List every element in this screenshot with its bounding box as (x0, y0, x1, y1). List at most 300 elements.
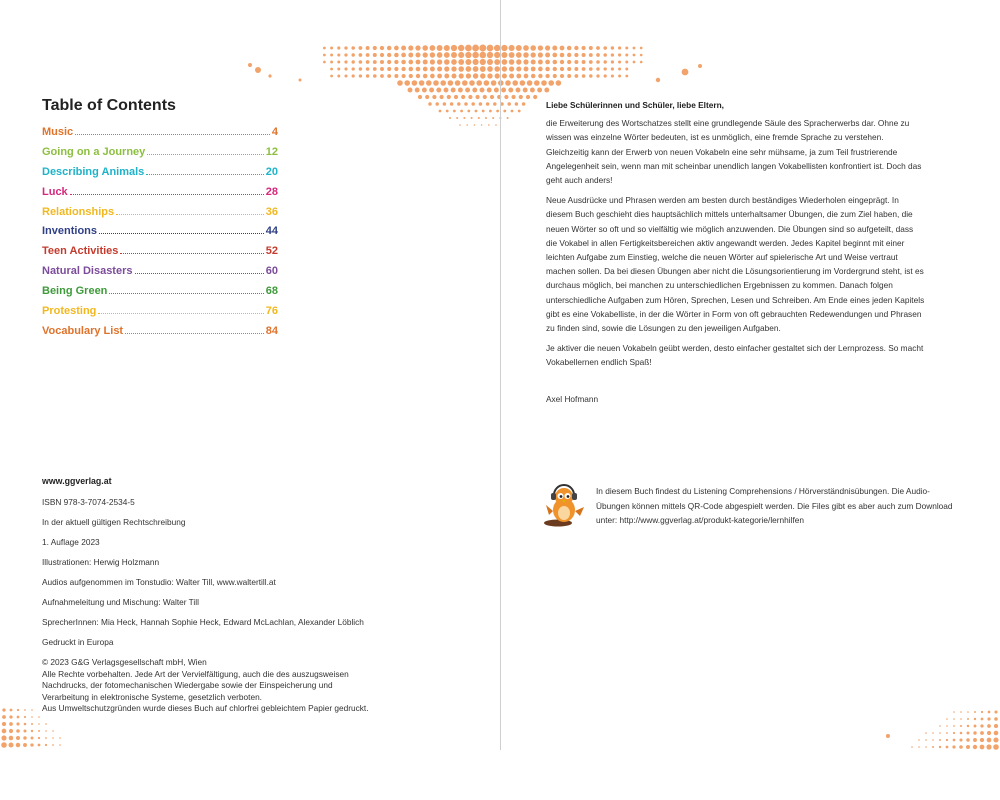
decor-dot (959, 738, 962, 741)
decor-dot (418, 95, 422, 99)
decor-dot (16, 736, 20, 740)
decor-dot (359, 74, 362, 77)
decor-dot (366, 53, 370, 57)
decor-dot (255, 67, 261, 73)
decor-dot (486, 102, 490, 106)
decor-dot (582, 67, 586, 71)
toc-entry-label: Vocabulary List (42, 324, 124, 337)
decor-dot (596, 74, 599, 77)
decor-dot (480, 52, 487, 59)
decor-dot (473, 73, 478, 78)
decor-dot (446, 110, 449, 113)
copyright-block (42, 657, 422, 715)
toc-entry-page: 4 (271, 126, 278, 138)
decor-dot (596, 60, 600, 64)
decor-dot (401, 46, 406, 51)
decor-dot (472, 52, 479, 59)
toc-entry[interactable] (42, 285, 278, 305)
decor-dot (509, 52, 515, 58)
decor-dot (611, 53, 614, 56)
decor-dot (946, 739, 948, 741)
decor-dot (344, 67, 347, 70)
decor-dot (973, 731, 976, 734)
decor-dot (323, 54, 326, 57)
imprint-line: Aufnahmeleitung und Mischung: Walter Till (42, 597, 199, 607)
decor-dot (351, 53, 354, 56)
decor-dot (45, 737, 47, 739)
decor-dot (451, 52, 457, 58)
toc-entry-label: Being Green (42, 285, 108, 298)
decor-dot (468, 95, 472, 99)
decor-dot (974, 711, 976, 713)
decor-dot (2, 715, 6, 719)
decor-dot (408, 45, 413, 50)
toc-leader-dots (120, 253, 263, 254)
toc-leader-dots (146, 174, 263, 175)
letter-paragraph: die Erweiterung des Wortschatzes stellt eine grundlegende Säule des Spracherwerbs dar. Ohne zu wissen was einzelne Wörter bedeuten, ist es unmöglich, eine fremde Sprache zu verstehen. Gleichzeitig kann der Erwerb von neuen Vokabeln eine sehr mühsame, ja zum Teil frustrierende Angelegenheit sein, wenn man mit scheinbar unendlich langen Vokabellisten konfrontiert ist. Doch das geht auch anders! (546, 118, 922, 186)
toc-entry[interactable] (42, 265, 278, 285)
decor-dot (423, 67, 428, 72)
decor-dot (918, 746, 920, 748)
decor-dot (480, 66, 486, 72)
decor-dot (611, 74, 614, 77)
toc-leader-dots (116, 214, 264, 215)
decor-dot (596, 67, 599, 70)
decor-dot (618, 75, 621, 78)
decor-dot (394, 67, 398, 71)
decor-dot (946, 725, 948, 727)
decor-dot (953, 718, 955, 720)
decor-dot (2, 722, 6, 726)
decor-dot (509, 66, 514, 71)
decor-dot (545, 74, 549, 78)
decor-dot (488, 124, 490, 126)
decor-dot (502, 73, 507, 78)
toc-leader-dots (70, 194, 264, 195)
decor-dot (23, 729, 26, 732)
decor-dot (618, 46, 621, 49)
imprint-line: In der aktuell gültigen Rechtschreibung (42, 517, 186, 527)
decor-dot (440, 80, 446, 86)
toc-entry[interactable] (42, 225, 278, 245)
toc-entry[interactable] (42, 186, 278, 206)
toc-leader-dots (109, 293, 263, 294)
toc-entry-page: 36 (265, 205, 278, 218)
decor-dot (589, 74, 592, 77)
decor-dot (466, 73, 471, 78)
decor-dot (993, 737, 998, 742)
decor-dot (444, 59, 450, 65)
decor-dot (9, 736, 14, 741)
toc-entry-page: 68 (265, 285, 278, 298)
toc-entry-label: Going on a Journey (42, 145, 146, 158)
decor-dot (553, 67, 557, 71)
decor-dot (440, 95, 444, 99)
decor-dot (366, 74, 369, 77)
letter-paragraph: Neue Ausdrücke und Phrasen werden am besten durch beständiges Wiederholen eingeprägt. In diesem Buch geschieht dies hauptsächlich mittels unterhaltsamer Übungen, die zum Ziel haben, die neuen Wörter so oft und so vielfältig wie möglich anzuwenden. Die Übungen sind so aufgeteilt, dass die Vokabel in allen Fertigkeitsbereichen aktiv angewandt werden. Jedes Kapitel beginnt mit einer leichten Aufgabe zum Einstieg, welche die neuen Wörter auf spielerische Art und Weise vertraut machen sollen. Da bei diesen Übungen aber nicht die Lösungsorientierung im Vordergrund steht, ist es durchaus möglich, bei manchen zu unterschiedlichen Ergebnissen zu kommen. Danach folgen unterschiedliche Aufgaben zum Hören, Sprechen, Lesen und Schreiben. Am Ende eines jeden Kapitels gibt es eine Vokabelliste, in der die Wörter in Form von oft gebrauchten Redewendungen und Phrasen zu finden sind, sowie die Lösungen zu den jeweiligen Aufgaben. (546, 195, 925, 334)
audio-note: In diesem Buch findest du Listening Comprehensions / Hörverständnisübungen. Die Audio-Übungen können mittels QR-Code abgespielt werden. Die Files gibt es aber auch zum Download unter: http://www.ggverlag.at/produkt-kategorie/lernhilfen (596, 486, 953, 525)
toc-entry-page: 52 (265, 245, 278, 258)
decor-dot (409, 67, 413, 71)
decor-dot (625, 68, 628, 71)
decor-dot (960, 732, 963, 735)
decor-dot (633, 47, 636, 50)
decor-dot (523, 88, 528, 93)
decor-dot (330, 75, 333, 78)
decor-dot (330, 68, 333, 71)
toc-entry-page: 28 (265, 185, 278, 198)
decor-dot (582, 60, 586, 64)
decor-dot (38, 723, 40, 725)
decor-dot (545, 53, 550, 58)
decor-dot (479, 102, 483, 106)
decor-dot (574, 53, 578, 57)
decor-dot (515, 102, 519, 106)
decor-dot (534, 80, 540, 86)
decor-dot (522, 102, 526, 106)
decor-dot (373, 60, 377, 64)
decor-dot (994, 717, 998, 721)
decor-dot (496, 110, 499, 113)
decor-dot (582, 53, 586, 57)
decor-dot (31, 723, 33, 725)
decor-dot (987, 724, 991, 728)
decor-dot (52, 737, 54, 739)
decor-dot (430, 52, 435, 57)
decor-dot (423, 52, 428, 57)
decor-dot (603, 53, 607, 57)
decor-dot (458, 66, 464, 72)
decor-dot (451, 59, 457, 65)
decor-dot (475, 110, 478, 113)
toc-entry[interactable] (42, 126, 278, 146)
decor-dot (502, 66, 507, 71)
decor-dot (633, 54, 636, 57)
toc-entry[interactable] (42, 206, 278, 226)
decor-dot (453, 110, 456, 113)
decor-dot (939, 739, 941, 741)
decor-dot (24, 716, 26, 718)
decor-dot (980, 745, 985, 750)
decor-dot (596, 46, 600, 50)
decor-dot (574, 60, 578, 64)
decor-dot (487, 88, 492, 93)
toc-entry-page: 12 (265, 145, 278, 158)
decor-dot (582, 46, 586, 50)
decor-dot (9, 715, 12, 718)
decor-dot (387, 74, 391, 78)
decor-dot (553, 74, 557, 78)
decor-dot (507, 117, 509, 119)
decor-dot (966, 738, 969, 741)
decor-dot (330, 54, 333, 57)
decor-dot (574, 67, 578, 71)
decor-dot (589, 53, 593, 57)
decor-dot (501, 88, 506, 93)
decor-dot (545, 60, 550, 65)
decor-dot (973, 738, 977, 742)
imprint-line: Gedruckt in Europa (42, 637, 114, 647)
decor-dot (932, 746, 934, 748)
decor-dot (401, 67, 405, 71)
decor-dot (633, 61, 636, 64)
decor-dot (473, 66, 479, 72)
decor-dot (946, 718, 948, 720)
decor-dot (505, 80, 511, 86)
decor-dot (299, 79, 302, 82)
decor-dot (38, 737, 40, 739)
decor-dot (387, 46, 392, 51)
decor-dot (467, 110, 470, 113)
toc-entry-page: 84 (265, 324, 278, 337)
decor-dot (531, 74, 536, 79)
decor-dot (330, 47, 333, 50)
decor-dot (509, 45, 515, 51)
toc-entry-page: 44 (265, 225, 278, 238)
decor-dot (481, 124, 483, 126)
decor-dot (436, 88, 441, 93)
decor-dot (698, 64, 702, 68)
toc-entry[interactable] (42, 245, 278, 265)
decor-dot (380, 74, 384, 78)
decor-dot (444, 88, 449, 93)
toc-leader-dots (135, 273, 264, 274)
decor-dot (487, 59, 493, 65)
decor-dot (625, 61, 628, 64)
decor-dot (526, 95, 530, 99)
decor-dot (461, 95, 465, 99)
imprint-line: SprecherInnen: Mia Heck, Hannah Sophie Heck, Edward McLachlan, Alexander Löblich (42, 617, 364, 627)
decor-dot (538, 60, 543, 65)
decor-dot (495, 124, 497, 126)
decor-dot (344, 46, 347, 49)
decor-dot (560, 74, 564, 78)
decor-dot (967, 725, 969, 727)
decor-dot (465, 45, 472, 52)
decor-dot (38, 744, 41, 747)
decor-dot (460, 110, 463, 113)
decor-dot (974, 718, 976, 720)
decor-dot (458, 59, 464, 65)
decor-dot (471, 117, 473, 119)
decor-dot (394, 60, 398, 64)
decor-dot (952, 745, 955, 748)
decor-dot (416, 67, 421, 72)
decor-dot (454, 95, 458, 99)
decor-dot (448, 80, 454, 86)
decor-dot (359, 46, 363, 50)
toc-entry-label: Describing Animals (42, 165, 145, 178)
decor-dot (24, 709, 26, 711)
toc-leader-dots (147, 154, 263, 155)
decor-dot (485, 117, 487, 119)
decor-dot (523, 52, 528, 57)
decor-dot (476, 80, 482, 86)
decor-dot (451, 66, 456, 71)
decor-dot (544, 88, 549, 93)
decor-dot (552, 46, 557, 51)
decor-dot (509, 59, 515, 65)
decor-dot (567, 74, 571, 78)
decor-dot (422, 45, 428, 51)
copyright-line: Nachdrucks, der fotomechanischen Wiedergabe sowie der Einspeicherung und (42, 680, 333, 691)
toc-entry-page: 20 (265, 165, 278, 178)
decor-dot (932, 732, 934, 734)
decor-dot (582, 74, 586, 78)
decor-dot (451, 73, 456, 78)
decor-dot (538, 52, 543, 57)
decor-dot (981, 718, 984, 721)
decor-dot (980, 738, 984, 742)
decor-dot (443, 102, 447, 106)
decor-dot (925, 746, 927, 748)
decor-dot (366, 67, 370, 71)
decor-dot (538, 74, 542, 78)
decor-dot (472, 45, 479, 52)
decor-dot (625, 54, 628, 57)
decor-dot (402, 74, 406, 78)
decor-dot (560, 60, 564, 64)
decor-dot (394, 53, 399, 58)
decor-dot (409, 74, 413, 78)
decor-dot (538, 45, 543, 50)
decor-dot (423, 59, 428, 64)
decor-dot (511, 110, 514, 113)
decor-dot (589, 60, 593, 64)
decor-dot (428, 102, 432, 106)
decor-dot (2, 729, 7, 734)
decor-dot (512, 80, 518, 86)
decor-dot (480, 88, 485, 93)
decor-dot (458, 45, 464, 51)
decor-dot (548, 80, 554, 86)
bottom-right-dot-pattern (880, 700, 1000, 755)
decor-dot (596, 53, 600, 57)
decor-dot (925, 732, 927, 734)
decor-dot (479, 45, 486, 52)
decor-dot (337, 46, 340, 49)
decor-dot (423, 74, 428, 79)
toc-entry-label: Natural Disasters (42, 265, 133, 278)
decor-dot (426, 80, 432, 86)
decor-dot (960, 711, 962, 713)
decor-dot (487, 45, 494, 52)
decor-dot (451, 45, 457, 51)
decor-dot (618, 60, 621, 63)
decor-dot (8, 742, 13, 747)
decor-dot (359, 60, 363, 64)
foreword-letter (546, 98, 926, 406)
decor-dot (435, 102, 439, 106)
decor-dot (603, 60, 606, 63)
decor-dot (337, 75, 340, 78)
decor-dot (352, 67, 355, 70)
toc-leader-dots (75, 134, 270, 135)
decor-dot (946, 746, 949, 749)
decor-dot (939, 732, 941, 734)
decor-dot (501, 45, 507, 51)
owl-headphones-icon (540, 483, 590, 529)
decor-dot (537, 88, 542, 93)
decor-dot (401, 60, 406, 65)
decor-dot (415, 52, 420, 57)
decor-dot (553, 60, 558, 65)
decor-dot (476, 95, 480, 99)
decor-dot (939, 725, 941, 727)
decor-dot (458, 88, 463, 93)
decor-dot (394, 74, 398, 78)
decor-dot (387, 67, 391, 71)
toc-leader-dots (99, 233, 264, 234)
decor-dot (337, 53, 340, 56)
decor-dot (465, 59, 471, 65)
decor-dot (523, 45, 529, 51)
decor-dot (530, 88, 535, 93)
decor-dot (953, 739, 956, 742)
decor-dot (493, 102, 497, 106)
decor-dot (401, 53, 406, 58)
decor-dot (59, 737, 61, 739)
decor-dot (437, 45, 443, 51)
decor-dot (640, 47, 643, 50)
decor-dot (886, 734, 890, 738)
decor-dot (432, 95, 436, 99)
decor-dot (449, 117, 451, 119)
decor-dot (437, 59, 442, 64)
decor-dot (465, 88, 470, 93)
decor-dot (545, 67, 550, 72)
decor-dot (487, 66, 493, 72)
decor-dot (23, 743, 27, 747)
decor-dot (987, 717, 990, 720)
decor-dot (527, 80, 533, 86)
decor-dot (509, 74, 514, 79)
decor-dot (640, 54, 643, 57)
decor-dot (524, 67, 529, 72)
decor-dot (373, 67, 377, 71)
decor-dot (567, 46, 572, 51)
decor-dot (462, 80, 468, 86)
decor-dot (472, 88, 477, 93)
decor-dot (429, 88, 434, 93)
decor-dot (31, 716, 33, 718)
bottom-margin (0, 760, 1000, 800)
decor-dot (981, 711, 983, 713)
decor-dot (603, 46, 607, 50)
decor-dot (567, 67, 571, 71)
decor-dot (2, 708, 5, 711)
decor-dot (560, 67, 564, 71)
decor-dot (451, 88, 456, 93)
decor-dot (478, 117, 480, 119)
decor-dot (960, 718, 962, 720)
decor-dot (422, 88, 427, 93)
toc-entry[interactable] (42, 305, 278, 325)
toc-entry[interactable] (42, 166, 278, 186)
decor-dot (52, 730, 54, 732)
decor-dot (959, 745, 963, 749)
toc-entry[interactable] (42, 146, 278, 166)
toc-entry[interactable] (42, 325, 278, 345)
decor-dot (953, 711, 955, 713)
decor-dot (459, 73, 464, 78)
decor-dot (359, 67, 362, 70)
decor-dot (463, 117, 465, 119)
decor-dot (352, 74, 355, 77)
decor-dot (30, 743, 33, 746)
decor-dot (520, 80, 526, 86)
decor-dot (589, 46, 593, 50)
